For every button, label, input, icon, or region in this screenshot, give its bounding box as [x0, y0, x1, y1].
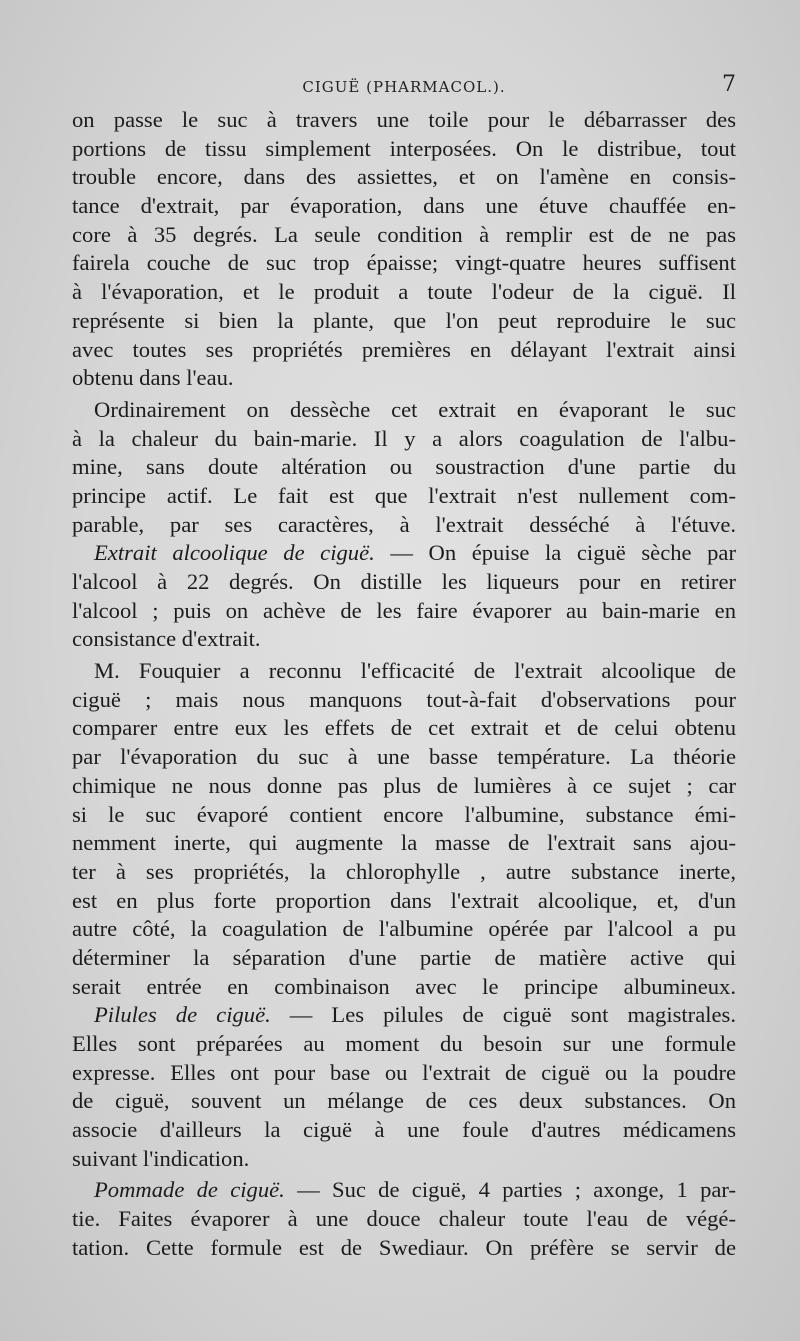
text-line: parable, par ses caractères, à l'extrait desséché à l'étuve.: [72, 511, 736, 537]
heading-pommade: Pommade de ciguë.: [94, 1177, 285, 1203]
text-line: l'alcool ; puis on achève de les faire évaporer au bain-marie en: [72, 597, 736, 623]
text-fragment: — On épuise la ciguë sèche par: [390, 540, 736, 566]
running-title: CIGUË (PHARMACOL.).: [302, 78, 506, 96]
page-header: [72, 72, 736, 102]
text-line: M. Fouquier a reconnu l'efficacité de l'extrait alcoolique de: [94, 658, 736, 684]
text-line: serait entrée en combinaison avec le principe albumineux.: [72, 973, 736, 999]
text-line: trouble encore, dans des assiettes, et on l'amène en consis-: [72, 164, 736, 190]
text-line: chimique ne nous donne pas plus de lumières à ce sujet ; car: [72, 772, 736, 798]
text-line: ter à ses propriétés, la chlorophylle , autre substance inerte,: [72, 858, 736, 884]
text-line: de ciguë, souvent un mélange de ces deux substances. On: [72, 1088, 736, 1114]
page-number: 7: [722, 72, 736, 97]
heading-pilules: Pilules de ciguë.: [94, 1002, 271, 1028]
text-line: consistance d'extrait.: [72, 626, 261, 652]
text-line: suivant l'indication.: [72, 1145, 250, 1171]
text-line: à la chaleur du bain-marie. Il y a alors coagulation de l'albu-: [72, 425, 736, 451]
text-fragment: — Les pilules de ciguë sont magistrales.: [289, 1002, 736, 1028]
text-line-pommade: [72, 1176, 736, 1205]
text-line: core à 35 degrés. La seule condition à remplir est de ne pas: [72, 221, 736, 247]
text-line: principe actif. Le fait est que l'extrait n'est nullement com-: [72, 482, 736, 508]
text-line-extrait-alcoolique: [72, 539, 736, 568]
text-line: autre côté, la coagulation de l'albumine opérée par l'alcool a pu: [72, 916, 736, 942]
text-line: avec toutes ses propriétés premières en délayant l'extrait ainsi: [72, 336, 736, 362]
text-line: tie. Faites évaporer à une douce chaleur toute l'eau de végé-: [72, 1206, 736, 1232]
text-line: fairela couche de suc trop épaisse; vingt-quatre heures suffisent: [72, 250, 736, 276]
text-line: si le suc évaporé contient encore l'albumine, substance émi-: [72, 801, 736, 827]
text-line: l'alcool à 22 degrés. On distille les liqueurs pour en retirer: [72, 569, 736, 594]
heading-extrait-alcoolique: Extrait alcoolique de ciguë.: [94, 540, 375, 566]
text-line: obtenu dans l'eau.: [72, 365, 234, 391]
text-fragment: — Suc de ciguë, 4 parties ; axonge, 1 par-: [297, 1177, 736, 1203]
text-line: associe d'ailleurs la ciguë à une foule d'autres médicamens: [72, 1117, 736, 1143]
text-line: mine, sans doute altération ou soustraction d'une partie du: [72, 454, 736, 480]
text-line: tance d'extrait, par évaporation, dans une étuve chauffée en-: [72, 193, 736, 219]
text-line: par l'évaporation du suc à une basse température. La théorie: [72, 744, 736, 770]
text-line: expresse. Elles ont pour base ou l'extrait de ciguë ou la poudre: [72, 1059, 736, 1085]
text-line: Ordinairement on dessèche cet extrait en évaporant le suc: [94, 396, 736, 422]
text-line: portions de tissu simplement interposées. On le distribue, tout: [72, 135, 736, 161]
body-text: [72, 106, 736, 1263]
text-line: comparer entre eux les effets de cet extrait et de celui obtenu: [72, 715, 736, 741]
text-line: à l'évaporation, et le produit a toute l'odeur de la ciguë. Il: [72, 279, 736, 305]
text-line: déterminer la séparation d'une partie de matière active qui: [72, 944, 736, 970]
text-line: ciguë ; mais nous manquons tout-à-fait d'observations pour: [72, 686, 736, 712]
text-line: nemment inerte, qui augmente la masse de l'extrait sans ajou-: [72, 830, 736, 856]
text-line: on passe le suc à travers une toile pour le débarrasser des: [72, 107, 736, 132]
text-line-pilules: [72, 1001, 736, 1030]
text-line: représente si bien la plante, que l'on peut reproduire le suc: [72, 307, 736, 333]
text-line: est en plus forte proportion dans l'extrait alcoolique, et, d'un: [72, 887, 736, 913]
text-line: tation. Cette formule est de Swediaur. On préfère se servir de: [72, 1234, 736, 1260]
text-line: Elles sont préparées au moment du besoin sur une formule: [72, 1031, 736, 1056]
